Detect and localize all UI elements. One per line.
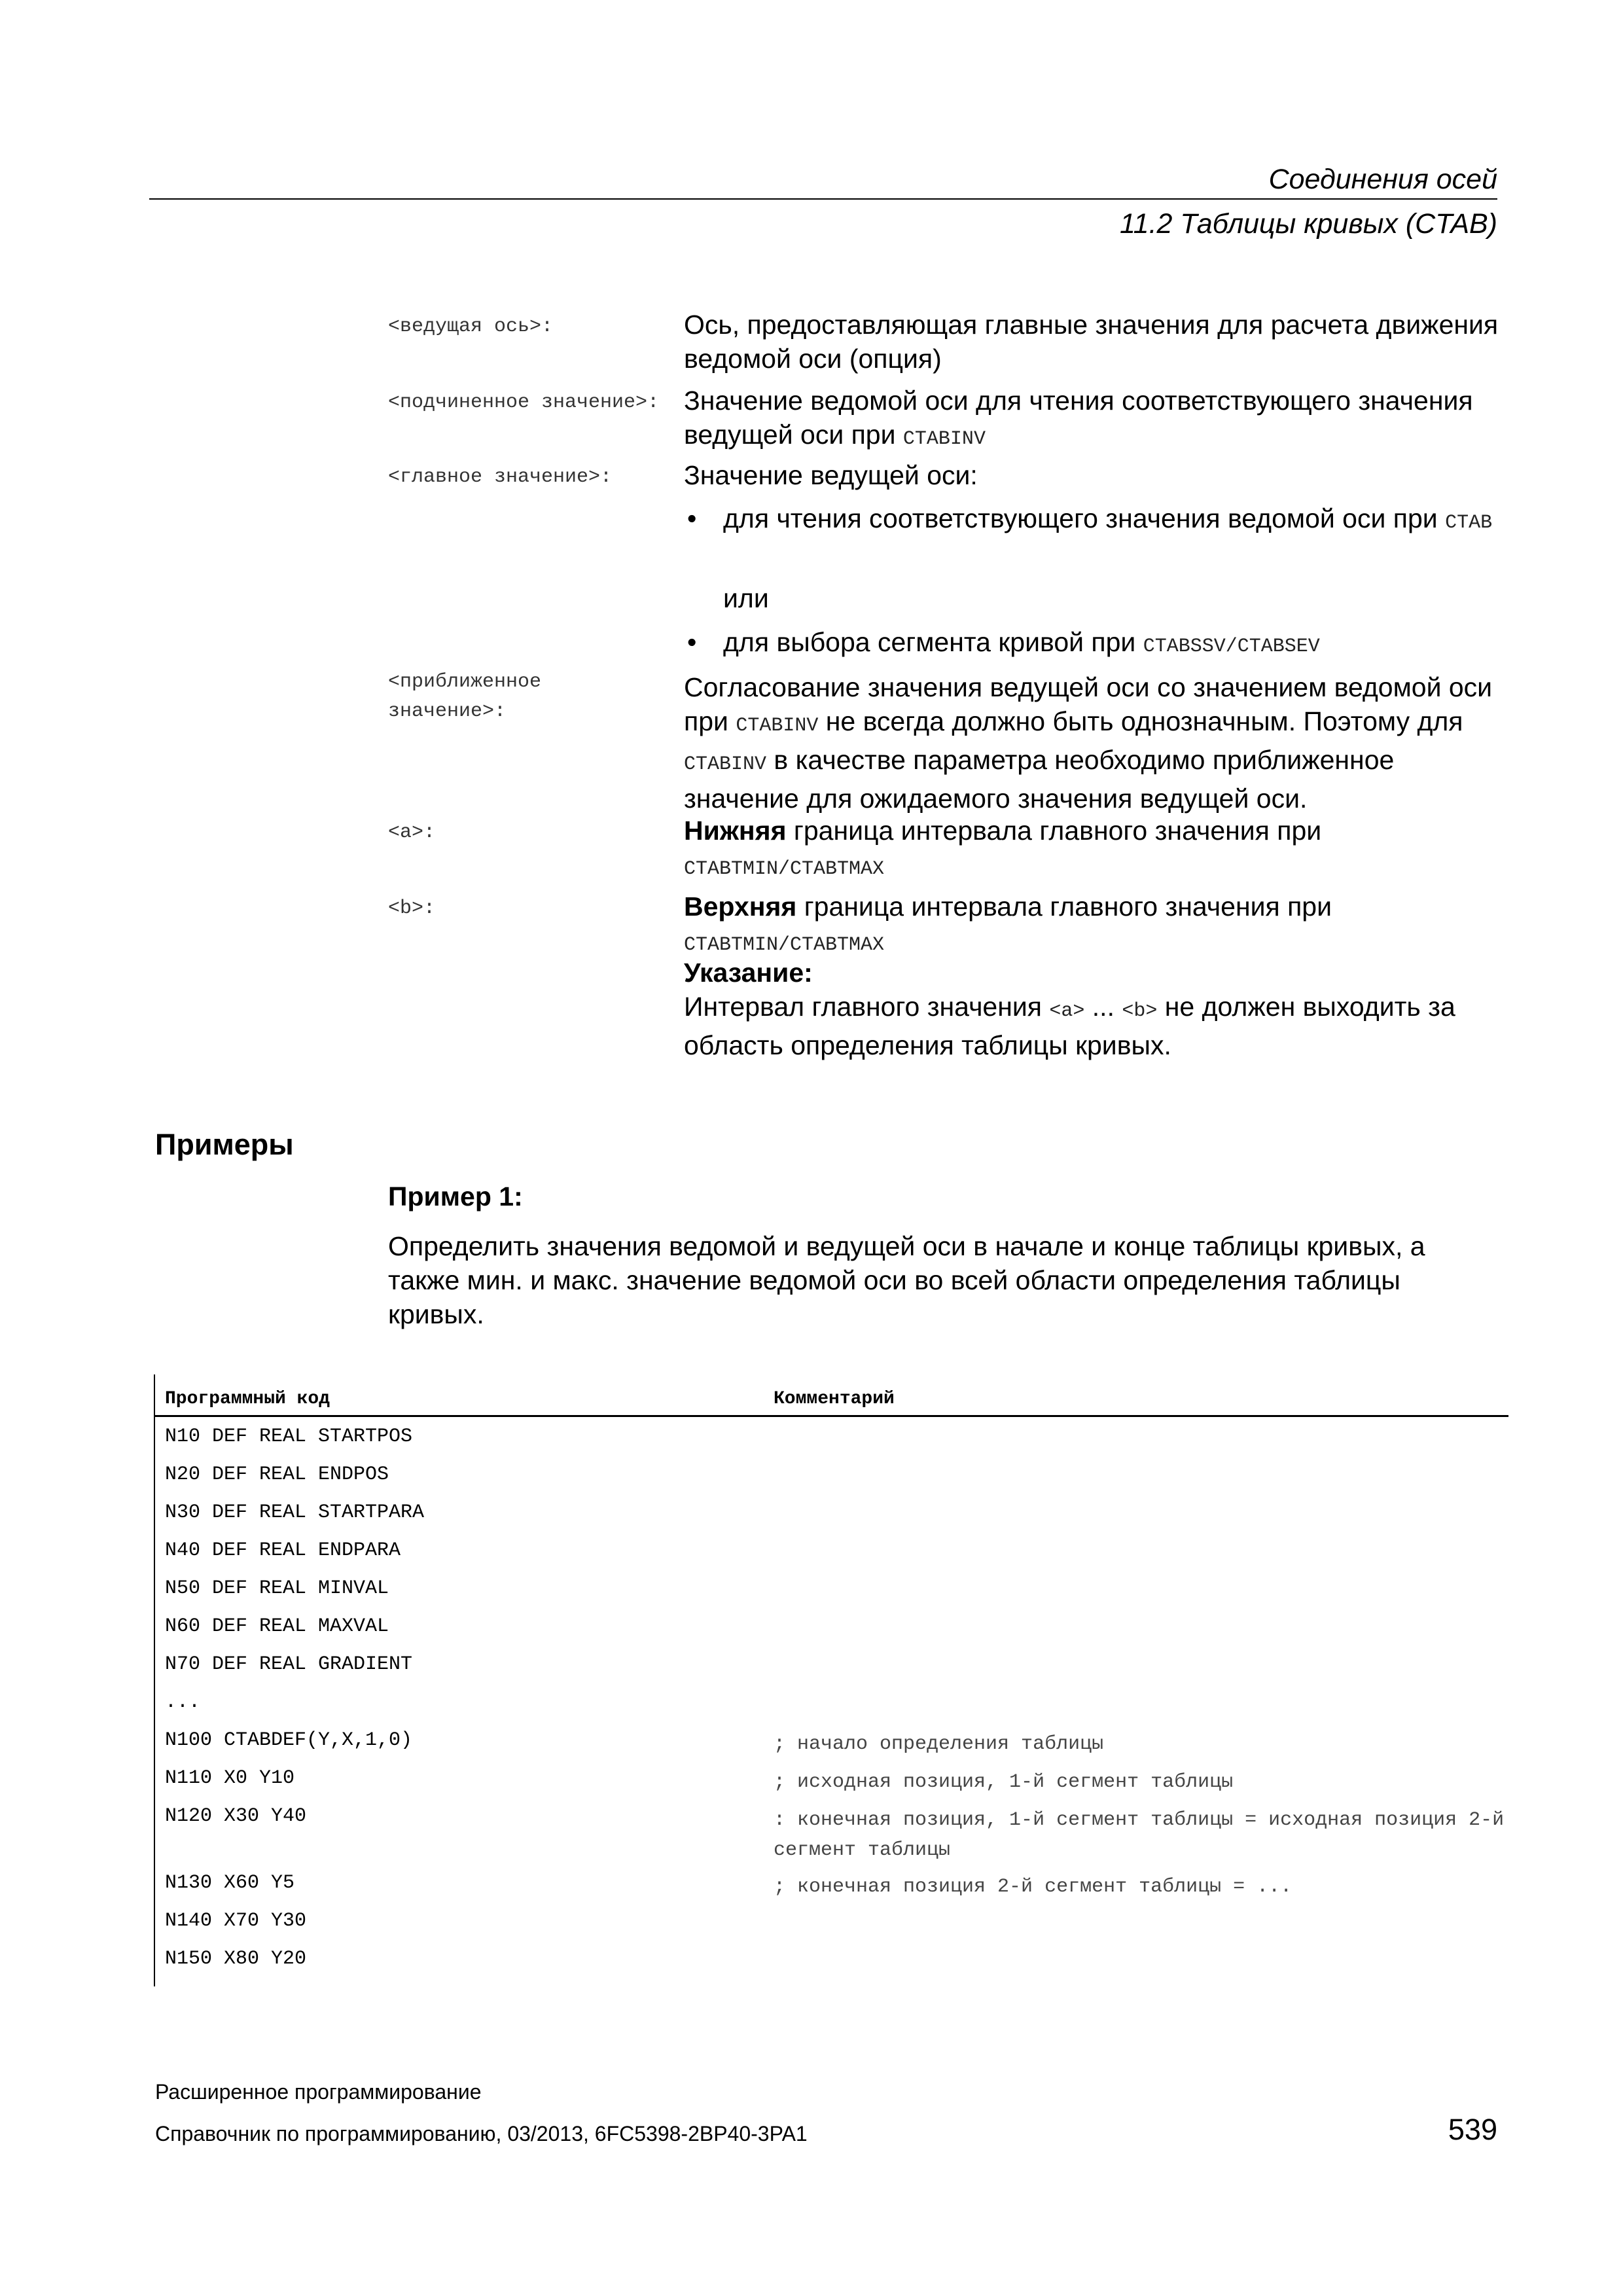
code-keyword: CTABINV xyxy=(902,428,986,450)
code-cell: N140 X70 Y30 xyxy=(165,1910,307,1932)
code-keyword: CTABTMIN/CTABTMAX xyxy=(684,858,885,880)
footer-doc-info: Справочник по программированию, 03/2013, 6FC5398-2BP40-3PA1 xyxy=(155,2122,808,2145)
table-row xyxy=(155,1686,1508,1724)
code-keyword: CTABSSV/CTABSEV xyxy=(1143,636,1320,658)
table-row xyxy=(155,1572,1508,1610)
note-title: Указание: xyxy=(684,958,813,988)
table-row xyxy=(155,1610,1508,1648)
code-cell: N30 DEF REAL STARTPARA xyxy=(165,1501,425,1524)
code-keyword: CTABTMIN/CTABTMAX xyxy=(684,934,885,956)
param-desc-leading-axis: Ось, предоставляющая главные значения для расчета движения ведомой оси (опция) xyxy=(684,310,1499,374)
table-row xyxy=(155,1800,1516,1867)
code-keyword: <b> xyxy=(1122,1000,1158,1022)
table-row xyxy=(155,1648,1508,1686)
header-rule xyxy=(149,198,1497,200)
or-text: или xyxy=(723,583,769,613)
table-row xyxy=(155,1724,1508,1762)
header-section-title: Соединения осей xyxy=(1268,164,1497,195)
bullet-dot: • xyxy=(687,503,697,533)
example1-title: Пример 1: xyxy=(388,1181,523,1211)
code-keyword: CTAB xyxy=(1445,512,1493,534)
code-cell: N20 DEF REAL ENDPOS xyxy=(165,1463,389,1486)
bullet-item xyxy=(684,501,1502,573)
header-subsection-title: 11.2 Таблицы кривых (CTAB) xyxy=(1119,208,1497,240)
table-header-code: Программный код xyxy=(165,1389,330,1409)
comment-cell: ; конечная позиция 2-й сегмент таблицы = ... xyxy=(774,1876,1293,1898)
param-desc-approx-value: Согласование значения ведущей оси со значением ведомой оси при CTABINV не всегда должно быть однозначным. Поэтому для CTABINV в качестве параметра необходимо приближенное значение для ожидаемого значения ведущей оси. xyxy=(684,672,1493,814)
param-desc-master-value: Значение ведущей оси: xyxy=(684,460,978,490)
code-keyword: CTABINV xyxy=(684,753,767,776)
code-cell: N130 X60 Y5 xyxy=(165,1872,295,1894)
code-cell: N120 X30 Y40 xyxy=(165,1805,307,1827)
table-header-comment: Комментарий xyxy=(774,1389,895,1409)
code-cell: N40 DEF REAL ENDPARA xyxy=(165,1539,401,1562)
example1-intro: Определить значения ведомой и ведущей оси в начале и конце таблицы кривых, а также мин. и макс. значение ведомой оси во всей области определения таблицы кривых. xyxy=(388,1231,1425,1329)
code-cell: ... xyxy=(165,1691,201,1713)
code-cell: N60 DEF REAL MAXVAL xyxy=(165,1615,389,1638)
footer-doc-title: Расширенное программирование xyxy=(155,2080,482,2104)
comment-cell: ; начало определения таблицы xyxy=(774,1733,1104,1755)
table-row xyxy=(155,1420,1508,1458)
param-desc-b: Верхняя граница интервала главного значения при CTABTMIN/CTABTMAX xyxy=(684,891,1332,956)
code-cell: N50 DEF REAL MINVAL xyxy=(165,1577,389,1600)
code-keyword: <a> xyxy=(1049,1000,1085,1022)
comment-cell: : конечная позиция, 1-й сегмент таблицы = исходная позиция 2-й сегмент таблицы xyxy=(774,1809,1516,1861)
param-desc-slave-value: Значение ведомой оси для чтения соответствующего значения ведущей оси при CTABINV xyxy=(684,386,1473,450)
code-cell: N70 DEF REAL GRADIENT xyxy=(165,1653,413,1676)
param-desc-a: Нижняя граница интервала главного значения при CTABTMIN/CTABTMAX xyxy=(684,816,1322,880)
bullet-dot: • xyxy=(687,627,697,657)
code-cell: N100 CTABDEF(Y,X,1,0) xyxy=(165,1729,413,1751)
table-row xyxy=(155,1943,1508,1981)
code-cell: N150 X80 Y20 xyxy=(165,1948,307,1970)
code-cell: N10 DEF REAL STARTPOS xyxy=(165,1426,413,1448)
bullet-text: для выбора сегмента кривой при CTABSSV/CTABSEV xyxy=(723,627,1320,658)
table-row xyxy=(155,1762,1508,1800)
table-row xyxy=(155,1458,1508,1496)
param-name-approx-value: <приближенное значение>: xyxy=(388,671,542,723)
code-keyword: CTABINV xyxy=(736,715,819,737)
param-name-slave-value: <подчиненное значение>: xyxy=(388,391,660,414)
param-name-b: <b>: xyxy=(388,897,436,920)
table-row xyxy=(155,1905,1508,1943)
bullet-text: для чтения соответствующего значения ведомой оси при CTAB xyxy=(723,503,1493,534)
table-header-rule xyxy=(155,1415,1508,1417)
code-cell: N110 X0 Y10 xyxy=(165,1767,295,1789)
param-name-a: <a>: xyxy=(388,821,436,844)
table-row xyxy=(155,1867,1508,1905)
examples-heading: Примеры xyxy=(155,1128,294,1161)
table-row xyxy=(155,1496,1508,1534)
param-name-leading-axis: <ведущая ось>: xyxy=(388,315,554,338)
page-number: 539 xyxy=(1448,2113,1497,2146)
comment-cell: ; исходная позиция, 1-й сегмент таблицы xyxy=(774,1771,1234,1793)
note-text: Интервал главного значения <a> ... <b> не должен выходить за область определения таблицы кривых. xyxy=(684,992,1455,1060)
param-name-master-value: <главное значение>: xyxy=(388,466,613,488)
table-row xyxy=(155,1534,1508,1572)
